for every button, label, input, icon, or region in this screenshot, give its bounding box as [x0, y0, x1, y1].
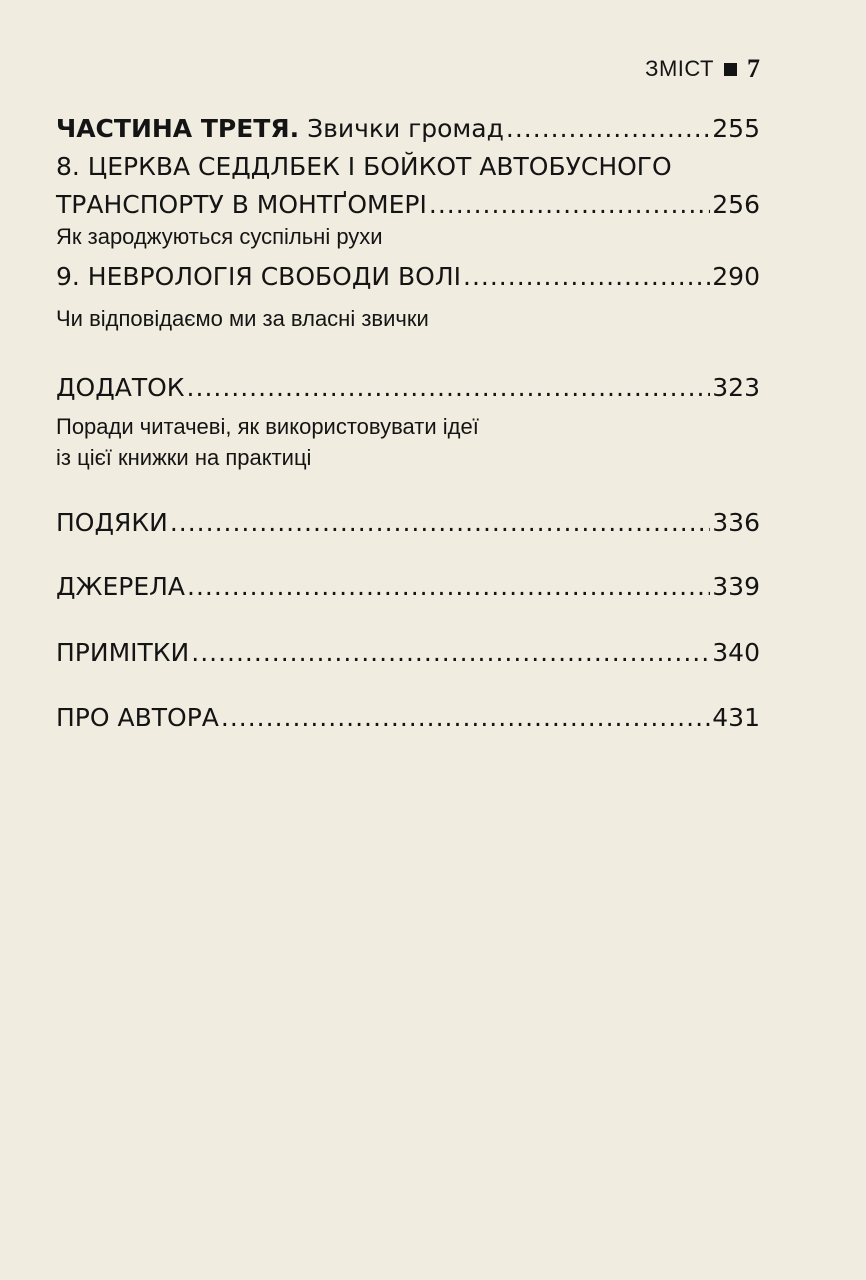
toc-entry-sources[interactable] — [56, 568, 760, 606]
chapter-title-line1: 8. ЦЕРКВА СЕДДЛБЕК І БОЙКОТ АВТОБУСНОГО — [56, 152, 672, 181]
chapter-title: 9. НЕВРОЛОГІЯ СВОБОДИ ВОЛІ — [56, 262, 462, 291]
section-subtitle-line2: із цієї книжки на практиці — [56, 445, 312, 470]
page-number: 290 — [712, 262, 760, 291]
toc-entry-notes[interactable] — [56, 634, 760, 672]
toc-entry-ch8[interactable] — [56, 148, 760, 224]
chapter-title-line2: ТРАНСПОРТУ В МОНТҐОМЕРІ — [56, 190, 427, 219]
page-number: 323 — [712, 373, 760, 402]
dot-leader — [429, 186, 710, 224]
page-number: 431 — [712, 703, 760, 732]
part-title: Звички громад — [307, 114, 504, 143]
dot-leader — [187, 369, 711, 407]
toc-entry-author[interactable] — [56, 699, 760, 737]
section-title: ПОДЯКИ — [56, 508, 168, 537]
dot-leader — [463, 258, 710, 296]
toc-entry-ch9[interactable] — [56, 258, 760, 296]
toc-entry-appendix[interactable] — [56, 369, 760, 407]
part-label: ЧАСТИНА ТРЕТЯ. — [56, 114, 300, 143]
page-number: 336 — [712, 508, 760, 537]
dot-leader — [506, 110, 710, 148]
page-number: 340 — [712, 638, 760, 667]
dot-leader — [170, 504, 710, 542]
toc-entry-part3[interactable] — [56, 110, 760, 148]
page-number: 339 — [712, 572, 760, 601]
section-title: ДОДАТОК — [56, 373, 185, 402]
page-number: 256 — [712, 190, 760, 219]
section-subtitle-line1: Поради читачеві, як використовувати ідеї — [56, 414, 479, 439]
header-page-number: 7 — [747, 54, 760, 83]
black-square-icon — [724, 63, 737, 76]
section-title: ДЖЕРЕЛА — [56, 572, 186, 601]
dot-leader — [221, 699, 710, 737]
dot-leader — [191, 634, 710, 672]
section-title: ПРИМІТКИ — [56, 638, 190, 667]
section-title: ПРО АВТОРА — [56, 703, 219, 732]
chapter-subtitle: Чи відповідаємо ми за власні звички — [56, 306, 429, 331]
header-section-title: ЗМІСТ — [645, 56, 714, 81]
chapter-subtitle: Як зароджуються суспільні рухи — [56, 224, 383, 249]
page-number: 255 — [712, 114, 760, 143]
running-header — [645, 54, 760, 84]
toc-entry-thanks[interactable] — [56, 504, 760, 542]
dot-leader — [187, 568, 710, 606]
